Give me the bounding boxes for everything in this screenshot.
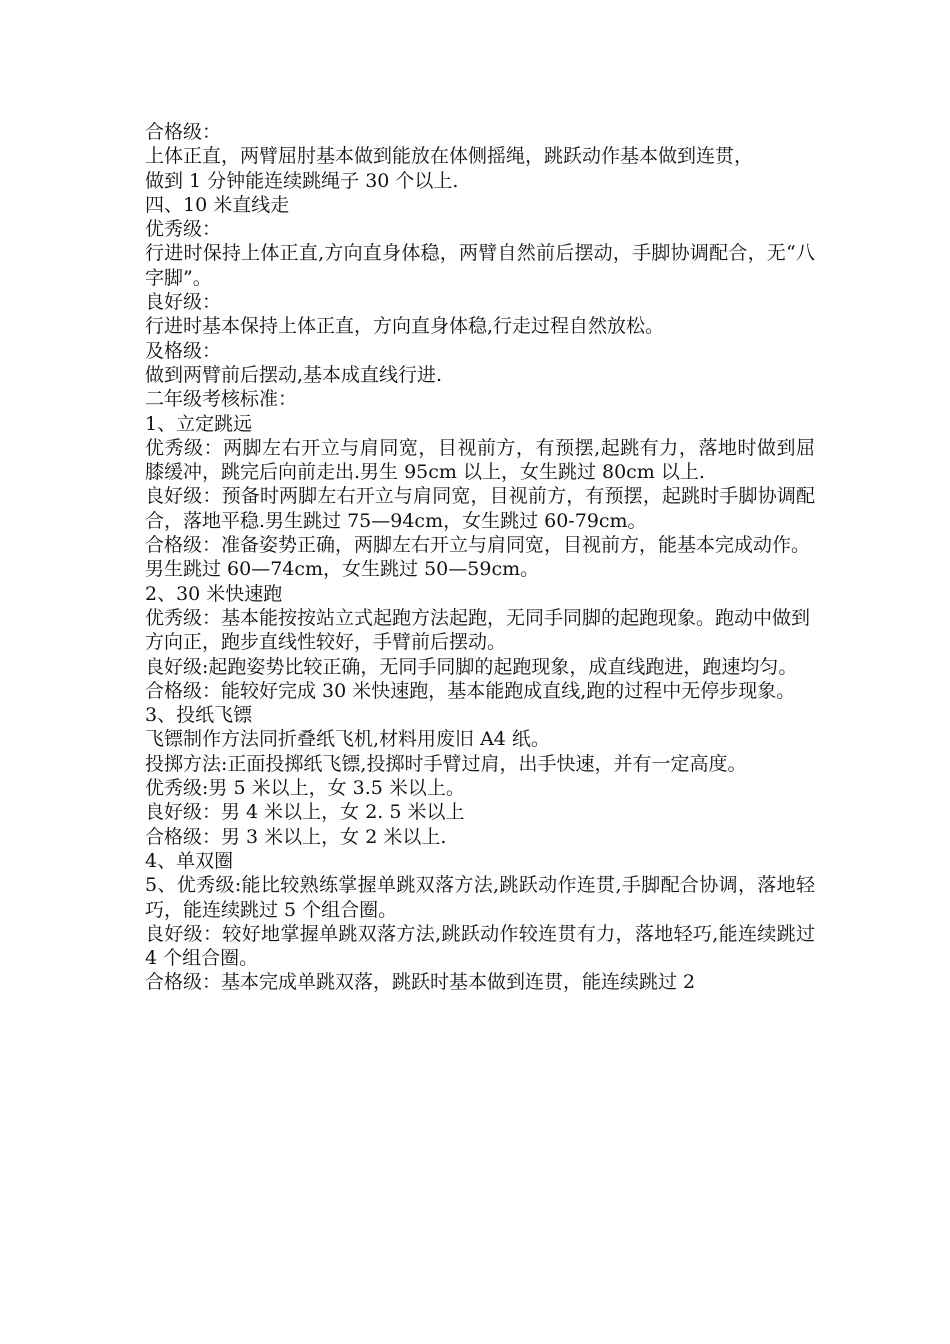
paragraph: 良好级：男 4 米以上，女 2. 5 米以上 — [145, 801, 465, 824]
section-heading: 四、10 米直线走 — [145, 193, 290, 216]
paragraph: 优秀级：基本能按按站立式起跑方法起跑，无同手同脚的起跑现象。跑动中做到 — [145, 606, 811, 629]
paragraph: 方向正，跑步直线性较好，手臂前后摆动。 — [145, 631, 507, 654]
document-body — [145, 120, 815, 995]
paragraph: 上体正直，两臂屈肘基本做到能放在体侧摇绳，跳跃动作基本做到连贯， — [145, 145, 754, 168]
section-heading: 3、投纸飞镖 — [145, 704, 253, 727]
paragraph: 合格级：能较好完成 30 米快速跑，基本能跑成直线,跑的过程中无停步现象。 — [145, 679, 796, 702]
paragraph: 投掷方法:正面投掷纸飞镖,投掷时手臂过肩，出手快速，并有一定高度。 — [145, 752, 747, 775]
paragraph: 优秀级： — [145, 218, 222, 241]
paragraph: 合格级：男 3 米以上，女 2 米以上. — [145, 825, 447, 848]
paragraph: 合格级：准备姿势正确，两脚左右开立与肩同宽，目视前方，能基本完成动作。 — [145, 534, 811, 557]
paragraph: 飞镖制作方法同折叠纸飞机,材料用废旧 A4 纸。 — [145, 728, 550, 751]
paragraph: 做到两臂前后摆动,基本成直线行进. — [145, 363, 443, 386]
paragraph: 合格级： — [145, 121, 222, 143]
paragraph: 优秀级：两脚左右开立与肩同宽，目视前方，有预摆,起跳有力，落地时做到屈膝缓冲，跳完后向前走出.男生 95cm 以上，女生跳过 80cm 以上. — [145, 436, 815, 484]
paragraph: 良好级：预备时两脚左右开立与肩同宽，目视前方，有预摆，起跳时手脚协调配合，落地平稳.男生跳过 75—94cm，女生跳过 60-79cm。 — [145, 485, 815, 532]
paragraph: 做到 1 分钟能连续跳绳子 30 个以上. — [145, 169, 459, 192]
paragraph: 及格级： — [145, 339, 222, 362]
paragraph: 5、优秀级:能比较熟练掌握单跳双落方法,跳跃动作连贯,手脚配合协调，落地轻巧，能连续跳过 5 个组合圈。 — [145, 874, 815, 921]
paragraph: 行进时基本保持上体正直，方向直身体稳,行走过程自然放松。 — [145, 315, 665, 338]
section-heading: 4、单双圈 — [145, 849, 234, 872]
paragraph: 良好级:起跑姿势比较正确，无同手同脚的起跑现象，成直线跑进，跑速均匀。 — [145, 655, 798, 678]
section-heading: 1、立定跳远 — [145, 412, 253, 435]
paragraph: 良好级：较好地掌握单跳双落方法,跳跃动作较连贯有力，落地轻巧,能连续跳过 4 个组合圈。 — [145, 922, 815, 970]
section-heading: 2、30 米快速跑 — [145, 582, 283, 605]
paragraph: 行进时保持上体正直,方向直身体稳，两臂自然前后摆动，手脚协调配合，无“八字脚”。 — [145, 242, 815, 289]
paragraph: 合格级：基本完成单跳双落，跳跃时基本做到连贯，能连续跳过 2 — [145, 971, 696, 994]
paragraph: 良好级： — [145, 291, 222, 314]
paragraph: 男生跳过 60—74cm，女生跳过 50—59cm。 — [145, 558, 540, 581]
section-heading: 二年级考核标准： — [145, 388, 298, 411]
paragraph: 优秀级:男 5 米以上，女 3.5 米以上。 — [145, 777, 465, 800]
